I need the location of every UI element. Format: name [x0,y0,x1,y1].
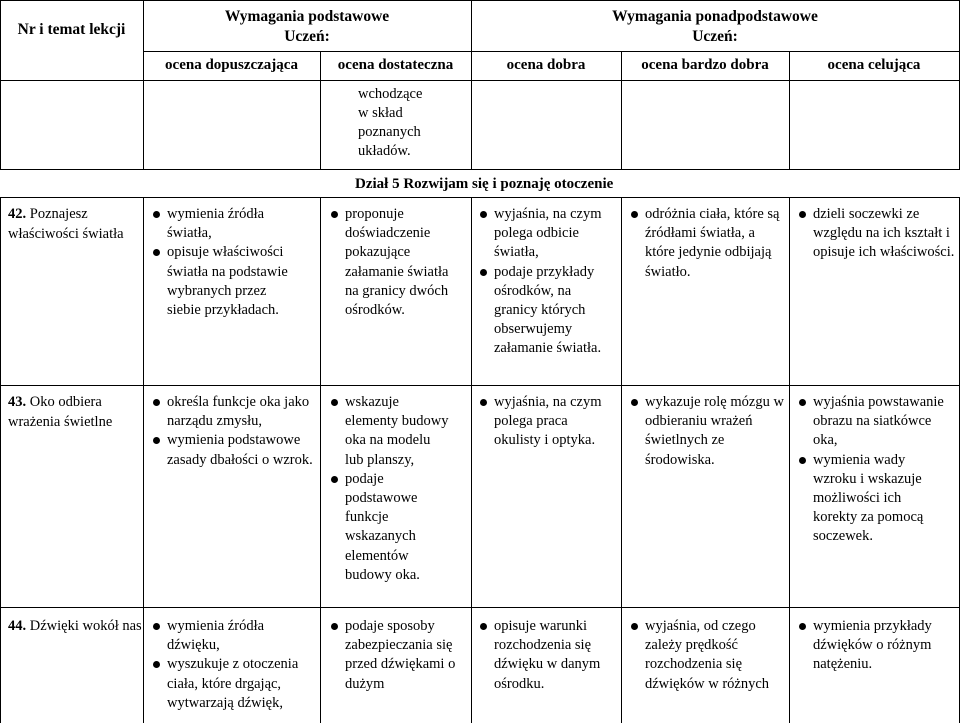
grid-line [320,197,321,723]
lesson-name: Oko odbiera wrażenia świetlne [8,394,113,430]
bullet-icon [631,399,638,406]
grade-celujaca: ocena celująca [827,57,921,73]
header-basic-title: Wymagania podstawowe [224,8,390,25]
grid-line [0,0,960,1]
requirements-cell [799,393,949,547]
header-advanced-requirements [471,7,959,47]
requirements-cell [480,617,616,694]
list-item: wymienia przykłady dźwięków o różnym natężeniu. [799,617,949,675]
requirements-cell [153,393,313,470]
bullet-icon [153,437,160,444]
bullet-icon [153,249,160,256]
grade-dobra: ocena dobra [506,57,586,73]
department-title: Dział 5 Rozwijam się i poznaję otoczenie [355,176,614,192]
list-item: podaje przykłady ośrodków, na granicy których obserwujemy załamanie światła. [480,263,610,359]
header-advanced-title: Wymagania ponadpodstawowe [612,8,818,25]
bullet-icon [153,661,160,668]
bullet-icon [480,269,487,276]
bullet-icon [480,211,487,218]
bullet-icon [631,211,638,218]
list-item: proponuje doświadczenie pokazujące załamanie światła na granicy dwóch ośrodków. [331,205,459,320]
grid-line [0,169,960,170]
lesson-number: 44. [8,618,27,634]
bullet-icon [799,623,806,630]
list-item: opisuje właściwości światła na podstawie wybranych przez siebie przykładach. [153,243,303,320]
header-advanced-student: Uczeń: [692,28,738,45]
lesson-name: Poznajesz właściwości światła [8,206,124,242]
list-item: wskazuje elementy budowy oka na modelu lub planszy, [331,393,451,470]
grid-line [0,197,1,723]
lesson-title-42 [8,205,138,244]
grid-line [0,607,960,608]
requirements-cell [331,617,459,694]
list-item: wyszukuje z otoczenia ciała, które drgając, wytwarzają dźwięk, [153,655,313,713]
bullet-icon [331,623,338,630]
bullet-icon [153,399,160,406]
lesson-number: 42. [8,206,27,222]
header-basic-student: Uczeń: [284,28,330,45]
bullet-icon [331,211,338,218]
list-item: podaje sposoby zabezpieczania się przed dźwiękami o dużym [331,617,459,694]
bullet-icon [799,211,806,218]
grid-line [471,197,472,723]
grid-line [143,197,144,723]
bullet-icon [153,623,160,630]
list-item: wyjaśnia, od czego zależy prędkość rozchodzenia się dźwięków w różnych [631,617,771,694]
requirements-cell [331,205,459,320]
lesson-name: Dźwięki wokół nas [26,618,142,634]
list-item: wymienia źródła dźwięku, [153,617,313,655]
lesson-title-44 [8,617,143,637]
grade-dopuszczajaca: ocena dopuszczająca [165,57,298,73]
list-item: wymienia źródła światła, [153,205,303,243]
grid-line [143,51,960,52]
list-item: wykazuje rolę mózgu w odbieraniu wrażeń świetlnych ze środowiska. [631,393,786,470]
continuation-text: wchodzące w skład poznanych układów. [358,86,423,159]
list-item: wyjaśnia, na czym polega praca okulisty i optyka. [480,393,616,451]
grid-line [789,197,790,723]
bullet-icon [480,399,487,406]
requirements-cell [631,617,771,694]
lesson-title-43 [8,393,138,432]
bullet-icon [153,211,160,218]
list-item: określa funkcje oka jako narządu zmysłu, [153,393,313,431]
grid-line [0,385,960,386]
bullet-icon [331,476,338,483]
grid-line [621,197,622,723]
grade-bardzo-dobra: ocena bardzo dobra [641,57,769,73]
requirements-cell [799,617,949,675]
list-item: wymienia wady wzroku i wskazuje możliwości ich korekty za pomocą soczewek. [799,451,949,547]
grid-line [0,197,960,198]
requirements-cell [480,393,616,451]
list-item: wymienia podstawowe zasady dbałości o wzrok. [153,431,313,469]
requirements-cell [480,205,610,359]
requirements-cell [153,205,303,320]
list-item: dzieli soczewki ze względu na ich kształt i opisuje ich właściwości. [799,205,956,263]
list-item: wyjaśnia, na czym polega odbicie światła, [480,205,610,263]
requirements-cell [153,617,313,713]
bullet-icon [799,457,806,464]
requirements-cell [331,393,451,585]
bullet-icon [480,623,487,630]
grade-dostateczna: ocena dostateczna [337,57,454,73]
list-item: odróżnia ciała, które są źródłami światła, a które jedynie odbijają światło. [631,205,786,282]
list-item: opisuje warunki rozchodzenia się dźwięku w danym ośrodku. [480,617,616,694]
requirements-cell [799,205,956,263]
bullet-icon [799,399,806,406]
list-item: wyjaśnia powstawanie obrazu na siatkówce oka, [799,393,949,451]
grid-line [0,80,960,81]
bullet-icon [331,399,338,406]
lesson-number: 43. [8,394,27,410]
bullet-icon [631,623,638,630]
requirements-cell [631,205,786,282]
list-item: podaje podstawowe funkcje wskazanych elementów budowy oka. [331,470,451,585]
requirements-cell [631,393,786,470]
header-basic-requirements [143,7,471,47]
header-lesson-column: Nr i temat lekcji [17,21,126,38]
